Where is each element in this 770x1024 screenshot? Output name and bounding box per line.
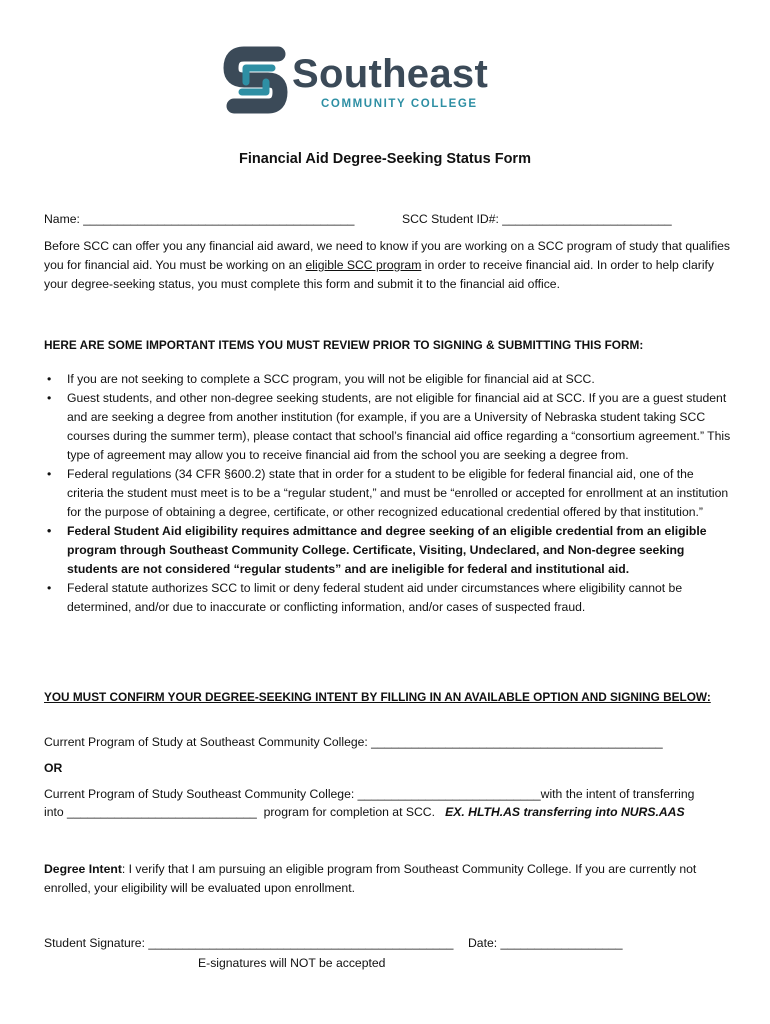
degree-intent-label: Degree Intent — [44, 862, 122, 876]
brand-name: Southeast — [292, 52, 489, 96]
bullet-icon: • — [47, 391, 52, 405]
confirm-intent-heading: YOU MUST CONFIRM YOUR DEGREE-SEEKING INTENT BY FILLING IN AN AVAILABLE OPTION AND SIGNING BELOW: — [44, 690, 711, 704]
transfer-program-field[interactable]: Current Program of Study Southeast Community College: ___________________________with the intent of transferring — [44, 787, 695, 801]
transfer-completion-line[interactable] — [44, 803, 685, 822]
name-field-label[interactable]: Name: ________________________________________ — [44, 212, 355, 226]
bullet-icon: • — [47, 372, 52, 386]
program-of-study-field[interactable]: Current Program of Study at Southeast Community College: ___________________________________________ — [44, 735, 663, 749]
important-items-list — [44, 370, 732, 617]
list-item — [44, 522, 732, 579]
bullet-icon: • — [47, 524, 52, 538]
college-logo-icon — [222, 44, 290, 116]
list-item-text: Federal regulations (34 CFR §600.2) state that in order for a student to be eligible for federal financial aid, one of the criteria the student must meet is to be a “regular student,” and must be “enrolled or accepted for enrollment at an institution for the purpose of obtaining a degree, certificate, or other recognized educational credential offered by that institution.” — [67, 467, 729, 519]
bullet-icon: • — [47, 581, 52, 595]
date-field[interactable]: Date: __________________ — [468, 936, 623, 950]
list-item — [44, 389, 732, 465]
transfer-into-field[interactable]: into ____________________________ program for completion at SCC. — [44, 805, 446, 819]
list-item-text: Federal statute authorizes SCC to limit or deny federal student aid under circumstances where eligibility cannot be determined, and/or due to inaccurate or conflicting information, and/or cases of suspected fraud. — [67, 581, 683, 614]
intro-paragraph — [44, 237, 734, 294]
intro-text-1: Before SCC can offer you any financial aid award, we need to know if you are working on a SCC program of study that qualifies you for financial aid. You must be working on an — [44, 239, 731, 272]
student-id-field-label[interactable]: SCC Student ID#: _________________________ — [402, 212, 672, 226]
list-item — [44, 465, 732, 522]
list-item — [44, 370, 732, 389]
list-item — [44, 579, 732, 617]
important-items-heading: HERE ARE SOME IMPORTANT ITEMS YOU MUST REVIEW PRIOR TO SIGNING & SUBMITTING THIS FORM: — [44, 338, 644, 352]
esignature-note: E-signatures will NOT be accepted — [198, 956, 386, 970]
list-item-text: Federal Student Aid eligibility requires admittance and degree seeking of an eligible credential from an eligible program through Southeast Community College. Certificate, Visiting, Undeclared, and Non-degree seeking students are not considered “regular students” and are ineligible for federal and institutional aid. — [67, 524, 707, 576]
or-separator: OR — [44, 761, 63, 775]
transfer-example: EX. HLTH.AS transferring into NURS.AAS — [445, 805, 685, 819]
degree-intent-statement — [44, 860, 734, 898]
form-title: Financial Aid Degree-Seeking Status Form — [239, 151, 531, 167]
bullet-icon: • — [47, 467, 52, 481]
list-item-text: Guest students, and other non-degree seeking students, are not eligible for financial aid at SCC. If you are a guest student and are seeking a degree from another institution (for example, if you are a University of Nebraska student taking SCC courses during the summer term), please contact that school’s financial aid office regarding a “consortium agreement.” This type of agreement may allow you to receive financial aid from the school you are seeking a degree from. — [67, 391, 731, 462]
degree-intent-text: : I verify that I am pursuing an eligible program from Southeast Community College. If you are currently not enrolled, your eligibility will be evaluated upon enrollment. — [44, 862, 697, 895]
brand-subtitle: COMMUNITY COLLEGE — [321, 98, 478, 110]
intro-text-2: in order to receive financial aid. In order to help clarify your degree-seeking status, you must complete this form and submit it to the financial aid office. — [44, 258, 715, 291]
list-item-text: If you are not seeking to complete a SCC program, you will not be eligible for financial aid at SCC. — [67, 372, 595, 386]
eligible-program-link[interactable]: eligible SCC program — [305, 258, 422, 272]
student-signature-field[interactable]: Student Signature: _____________________________________________ — [44, 936, 454, 950]
